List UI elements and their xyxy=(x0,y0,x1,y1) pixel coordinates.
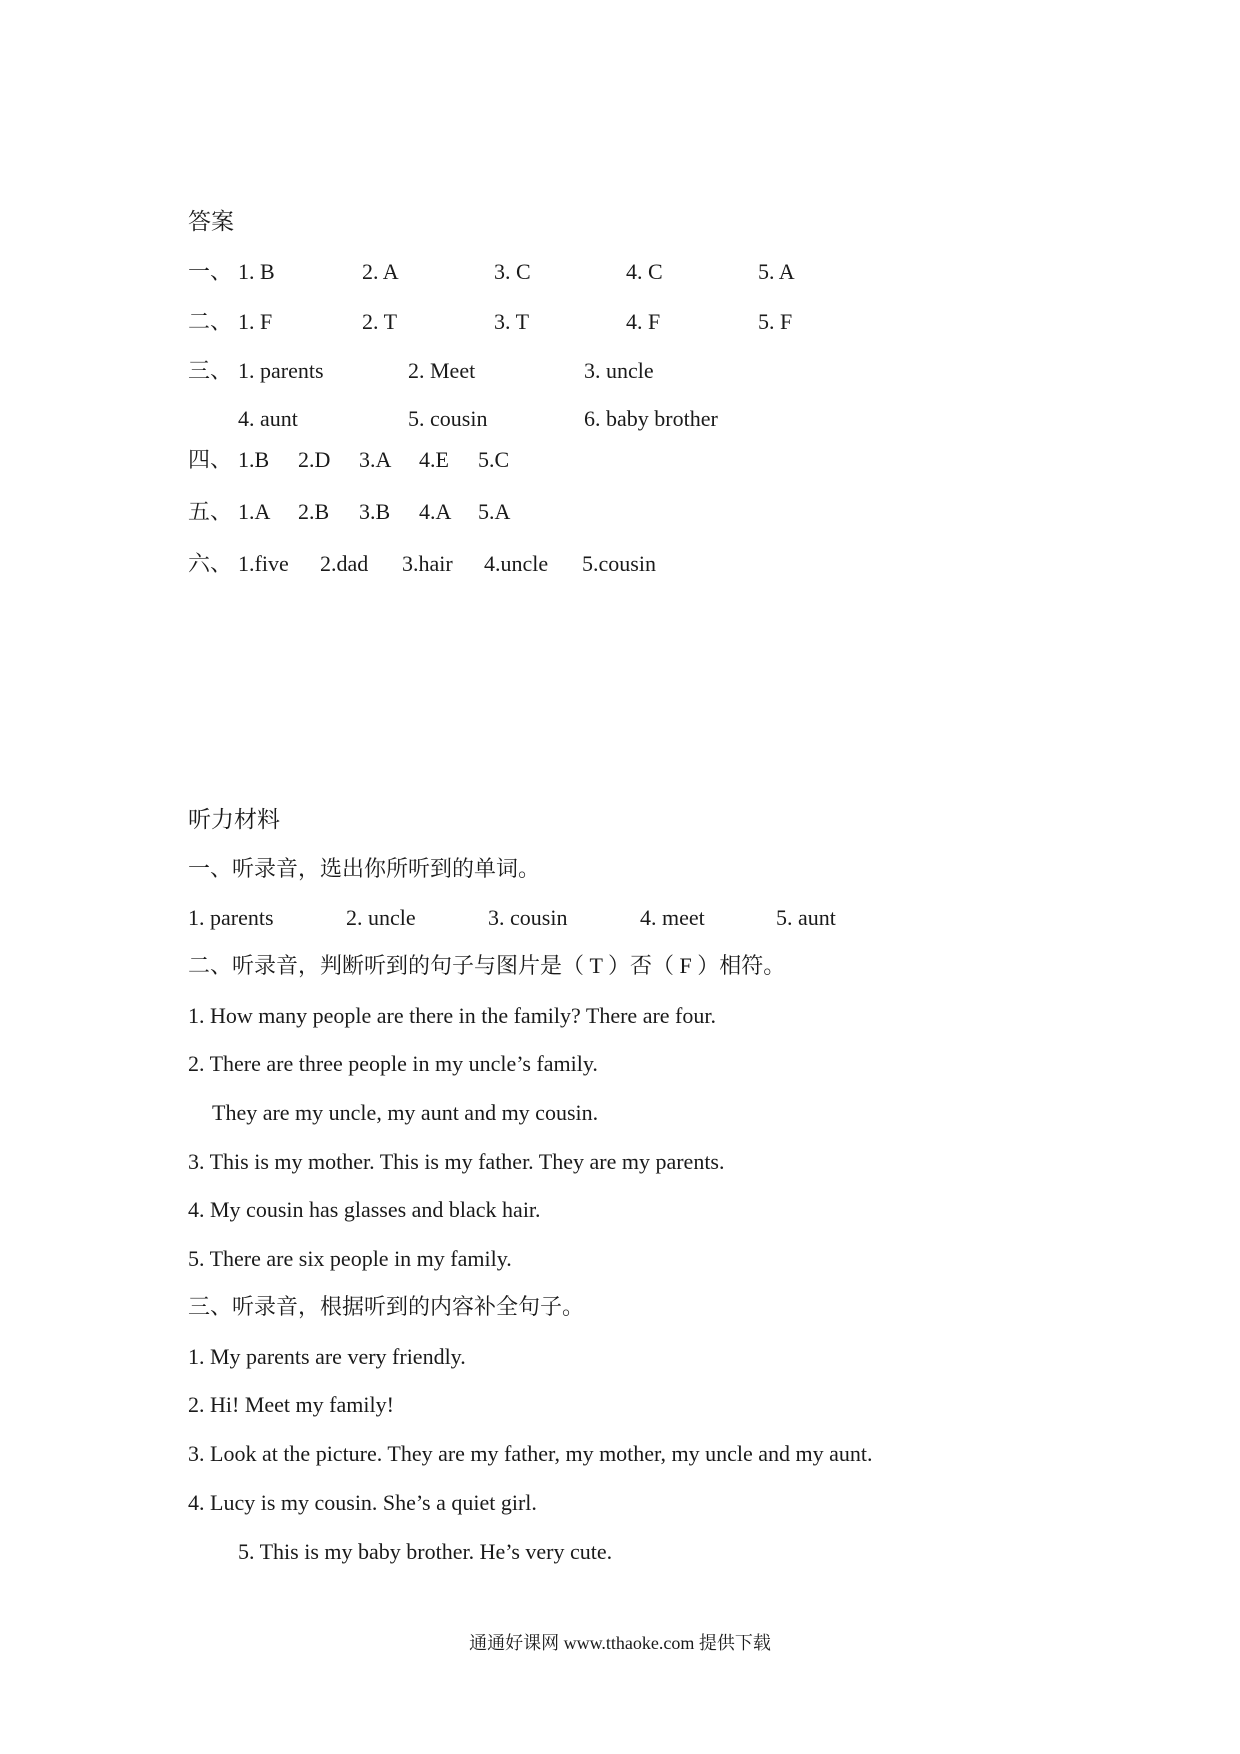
answer-item: 4.uncle xyxy=(484,551,549,576)
answers-title: 答案 xyxy=(188,209,234,234)
section-3-line: 1. My parents are very friendly. xyxy=(188,1344,466,1369)
answer-item: 6. baby brother xyxy=(584,406,718,431)
answer-item: 2.D xyxy=(298,447,331,472)
section-2-line: 5. There are six people in my family. xyxy=(188,1246,512,1271)
answer-item: 1. F xyxy=(238,309,273,334)
word-item: 3. cousin xyxy=(488,905,568,930)
word-item: 4. meet xyxy=(640,905,705,930)
answer-item: 4. F xyxy=(626,309,661,334)
answer-item: 2. T xyxy=(362,309,398,334)
section-3-heading: 三、听录音，根据听到的内容补全句子。 xyxy=(188,1294,585,1319)
answer-item: 3.hair xyxy=(402,551,453,576)
answer-item: 3.A xyxy=(359,447,392,472)
row-label: 五、 xyxy=(188,499,233,524)
word-item: 1. parents xyxy=(188,905,274,930)
answer-item: 4.E xyxy=(419,447,449,472)
section-2-line: 4. My cousin has glasses and black hair. xyxy=(188,1197,541,1222)
answer-item: 2. Meet xyxy=(408,358,476,383)
listening-title: 听力材料 xyxy=(188,807,280,832)
word-item: 5. aunt xyxy=(776,905,836,930)
answer-item: 5.C xyxy=(478,447,510,472)
section-2-line: 2. There are three people in my uncle’s family. xyxy=(188,1051,598,1076)
answer-item: 1.A xyxy=(238,499,271,524)
answer-item: 1.B xyxy=(238,447,270,472)
section-2-line: 1. How many people are there in the family? There are four. xyxy=(188,1003,716,1028)
answer-item: 1. B xyxy=(238,259,275,284)
section-1-heading: 一、听录音，选出你所听到的单词。 xyxy=(188,856,541,881)
row-label: 四、 xyxy=(188,447,233,472)
answer-item: 5. F xyxy=(758,309,793,334)
row-label: 三、 xyxy=(188,358,233,383)
section-3-line: 3. Look at the picture. They are my father, my mother, my uncle and my aunt. xyxy=(188,1441,873,1466)
answer-item: 3. C xyxy=(494,259,531,284)
answer-item: 5. cousin xyxy=(408,406,488,431)
answer-item: 3. uncle xyxy=(584,358,654,383)
word-item: 2. uncle xyxy=(346,905,416,930)
answer-item: 5.cousin xyxy=(582,551,656,576)
section-2-line: They are my uncle, my aunt and my cousin. xyxy=(212,1100,599,1125)
answer-item: 4. aunt xyxy=(238,406,298,431)
section-3-line: 2. Hi! Meet my family! xyxy=(188,1392,394,1417)
answer-item: 1.five xyxy=(238,551,289,576)
answer-item: 3. T xyxy=(494,309,530,334)
answer-item: 2.dad xyxy=(320,551,369,576)
answer-item: 4. C xyxy=(626,259,663,284)
footer-source: 通通好课网 www.tthaoke.com 提供下载 xyxy=(469,1633,771,1653)
row-label: 二、 xyxy=(188,309,233,334)
answer-item: 5. A xyxy=(758,259,795,284)
answer-item: 2.B xyxy=(298,499,330,524)
section-3-line: 4. Lucy is my cousin. She’s a quiet girl. xyxy=(188,1490,537,1515)
answer-item: 1. parents xyxy=(238,358,324,383)
section-2-heading: 二、听录音，判断听到的句子与图片是（ T ）否（ F ）相符。 xyxy=(188,953,786,978)
section-3-line: 5. This is my baby brother. He’s very cute. xyxy=(238,1539,613,1564)
row-label: 一、 xyxy=(188,259,233,284)
answer-item: 3.B xyxy=(359,499,391,524)
answer-item: 2. A xyxy=(362,259,399,284)
row-label: 六、 xyxy=(188,551,233,576)
section-2-line: 3. This is my mother. This is my father. They are my parents. xyxy=(188,1149,725,1174)
answer-item: 4.A xyxy=(419,499,452,524)
answer-item: 5.A xyxy=(478,499,511,524)
